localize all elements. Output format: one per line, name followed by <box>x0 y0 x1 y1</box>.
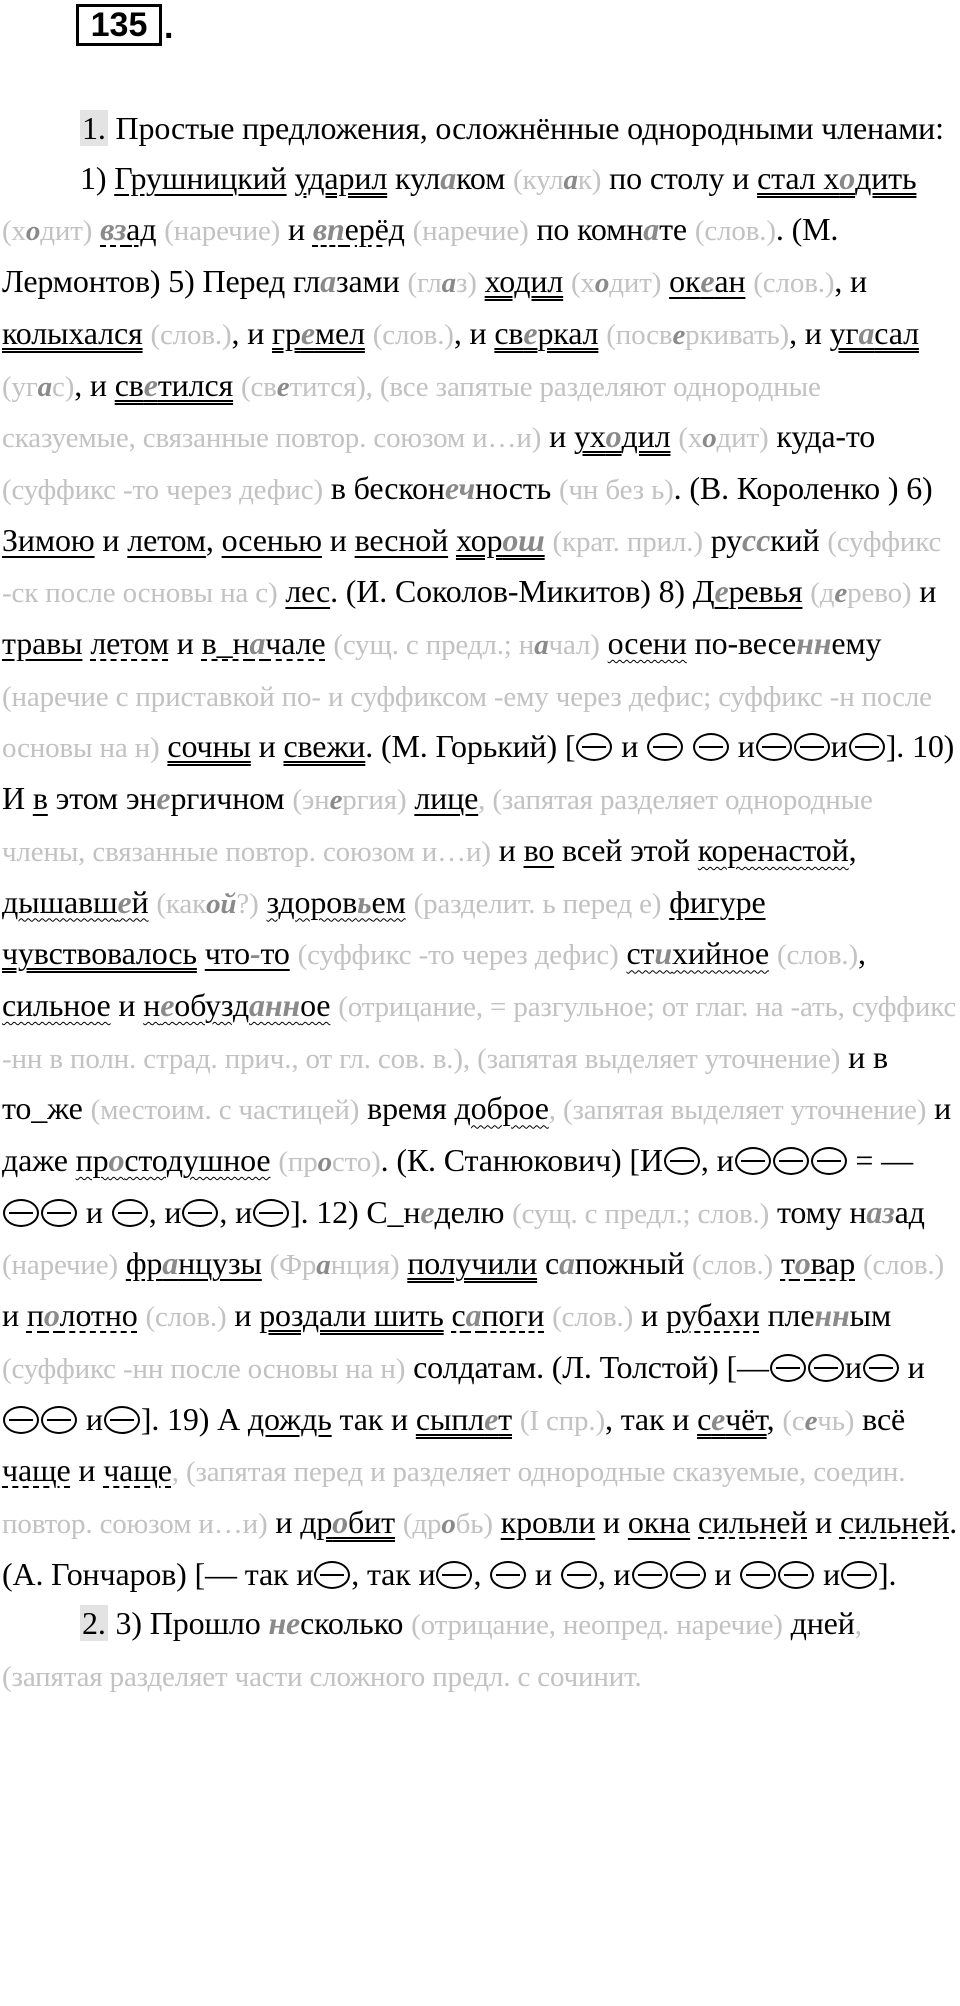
scheme-circle <box>863 1354 899 1382</box>
scheme-circle <box>632 1561 668 1589</box>
scheme-circle <box>576 733 612 761</box>
scheme-circle <box>693 733 729 761</box>
scheme-circle <box>740 1561 776 1589</box>
paragraph-part2: 2. 3) Прошло несколько (отрицание, неопред. наречие) дней, (запятая разделяет части сложного предл. с сочинит. <box>2 1605 862 1694</box>
scheme-circle <box>670 1561 706 1589</box>
scheme-circle <box>849 733 885 761</box>
scheme-circle <box>647 733 683 761</box>
scheme-circle <box>808 1354 844 1382</box>
scheme-circle <box>104 1406 140 1434</box>
scheme-circle <box>436 1561 472 1589</box>
scheme-circle <box>794 733 830 761</box>
scheme-circle <box>3 1199 39 1227</box>
scheme-circle <box>773 1147 809 1175</box>
answer-text <box>2 104 958 1703</box>
scheme-circle <box>3 1406 39 1434</box>
scheme-circle <box>41 1406 77 1434</box>
scheme-circle <box>841 1561 877 1589</box>
task-number: 135 <box>90 6 148 44</box>
scheme-circle <box>735 1147 771 1175</box>
scheme-circle <box>664 1147 700 1175</box>
part1-marker: 1. <box>82 110 106 146</box>
scheme-circle <box>182 1199 218 1227</box>
part1-heading: 1. Простые предложения, осложнённые однородными членами: <box>82 110 944 146</box>
scheme-circle <box>778 1561 814 1589</box>
scheme-circle <box>561 1561 597 1589</box>
paragraph-part1: 1) Грушницкий ударил кулаком (кулак) по столу и стал ходить (ходит) взад (наречие) и вперёд (наречие) по комнате (слов.). (М. Лермонтов) 5) Перед глазами (глаз) ходил (ходит) океан (слов.), и колыхался (слов.), и гремел (слов.), и сверкал (посверкивать), и угасал (угас), и светился (светится), (все запятые разделяют однородные сказуемые, связанные повтор. союзом и…и) и уходил (ходит) куда-то (суффикс -то через дефис) в бесконечность (чн без ь). (В. Короленко ) 6) Зимою и летом, осенью и весной хорош (крат. прил.) русский (суффикс -ск после основы на с) лес. (И. Соколов-Микитов) 8) Деревья (дерево) и травы летом и в_начале (сущ. с предл.; начал) осени по-весеннему (наречие с приставкой по- и суффиксом -ему через дефис; суффикс -н после основы на н) сочны и свежи. (М. Горький) [ и и и ]. 10) И в этом энергичном (энергия) лице, (запятая разделяет однородные члены, связанные повтор. союзом и…и) и во всей этой коренастой, дышавшей (какой?) здоровьем (разделит. ь перед е) фигуре чувствовалось что-то (суффикс -то через дефис) стихийное (слов.), сильное и необузданное (отрицание, = разгульное; от глаг. на -ать, суффикс -нн в полн. страд. прич., от гл. сов. в.), (запятая выделяет уточнение) и в то_же (местоим. с частицей) время доброе, (запятая выделяет уточнение) и даже простодушное (просто). (К. Станюкович) [И , и = — и , и , и ]. 12) С_неделю (сущ. с предл.; слов.) тому назад (наречие) французы (Франция) получили сапожный (слов.) товар (слов.) и полотно (слов.) и роздали шить сапоги (слов.) и рубахи пленным (суффикс -нн после основы на н) солдатам. (Л. Толстой) [— и и и ]. 19) А дождь так и сыплет (I спр.), так и сечёт, (сечь) всё чаще и чаще, (запятая перед и разделяет однородные сказуемые, соедин. повтор. союзом и…и) и дробит (дробь) кровли и окна сильней и сильней. (А. Гончаров) [— так и , так и , и , и и и ]. <box>2 159 958 1592</box>
scheme-circle <box>112 1199 148 1227</box>
scheme-circle <box>41 1199 77 1227</box>
scheme-circle <box>314 1561 350 1589</box>
task-number-dot: . <box>164 8 174 46</box>
scheme-circle <box>756 733 792 761</box>
scheme-circle <box>253 1199 289 1227</box>
part2-marker: 2. <box>82 1605 106 1642</box>
scheme-circle <box>490 1561 526 1589</box>
task-number-box <box>76 4 162 46</box>
scheme-circle <box>811 1147 847 1175</box>
scheme-circle <box>770 1354 806 1382</box>
